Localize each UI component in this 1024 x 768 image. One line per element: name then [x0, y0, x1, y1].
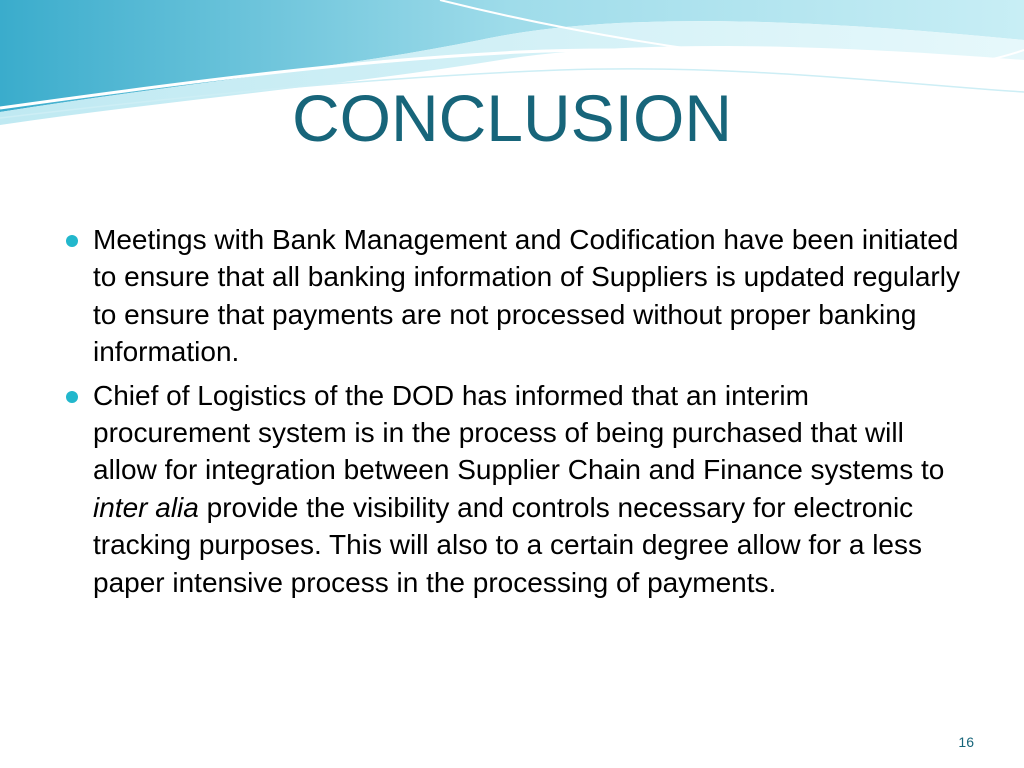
bullet-dot-icon [66, 235, 78, 247]
bullet-text: Meetings with Bank Management and Codification have been initiated to ensure that all banking information of Suppliers is updated regularly to ensure that payments are not processed without proper banking information. [93, 224, 960, 368]
bullet-text-before: Chief of Logistics of the DOD has informed that an interim procurement system is in the process of being purchased that will allow for integration between Supplier Chain and Finance systems to [93, 379, 945, 486]
bullet-item-bank-management [62, 221, 972, 371]
bullet-dot-icon [66, 391, 78, 403]
bullet-list [62, 221, 972, 607]
bullet-text-italic: inter alia [93, 491, 199, 523]
slide-number: 16 [958, 734, 974, 750]
slide-title: CONCLUSION [291, 81, 733, 155]
bullet-item-procurement-system [62, 377, 972, 601]
bullet-text-after: provide the visibility and controls necessary for electronic tracking purposes. This will also to a certain degree allow for a less paper intensive process in the processing of payments. [93, 491, 922, 598]
